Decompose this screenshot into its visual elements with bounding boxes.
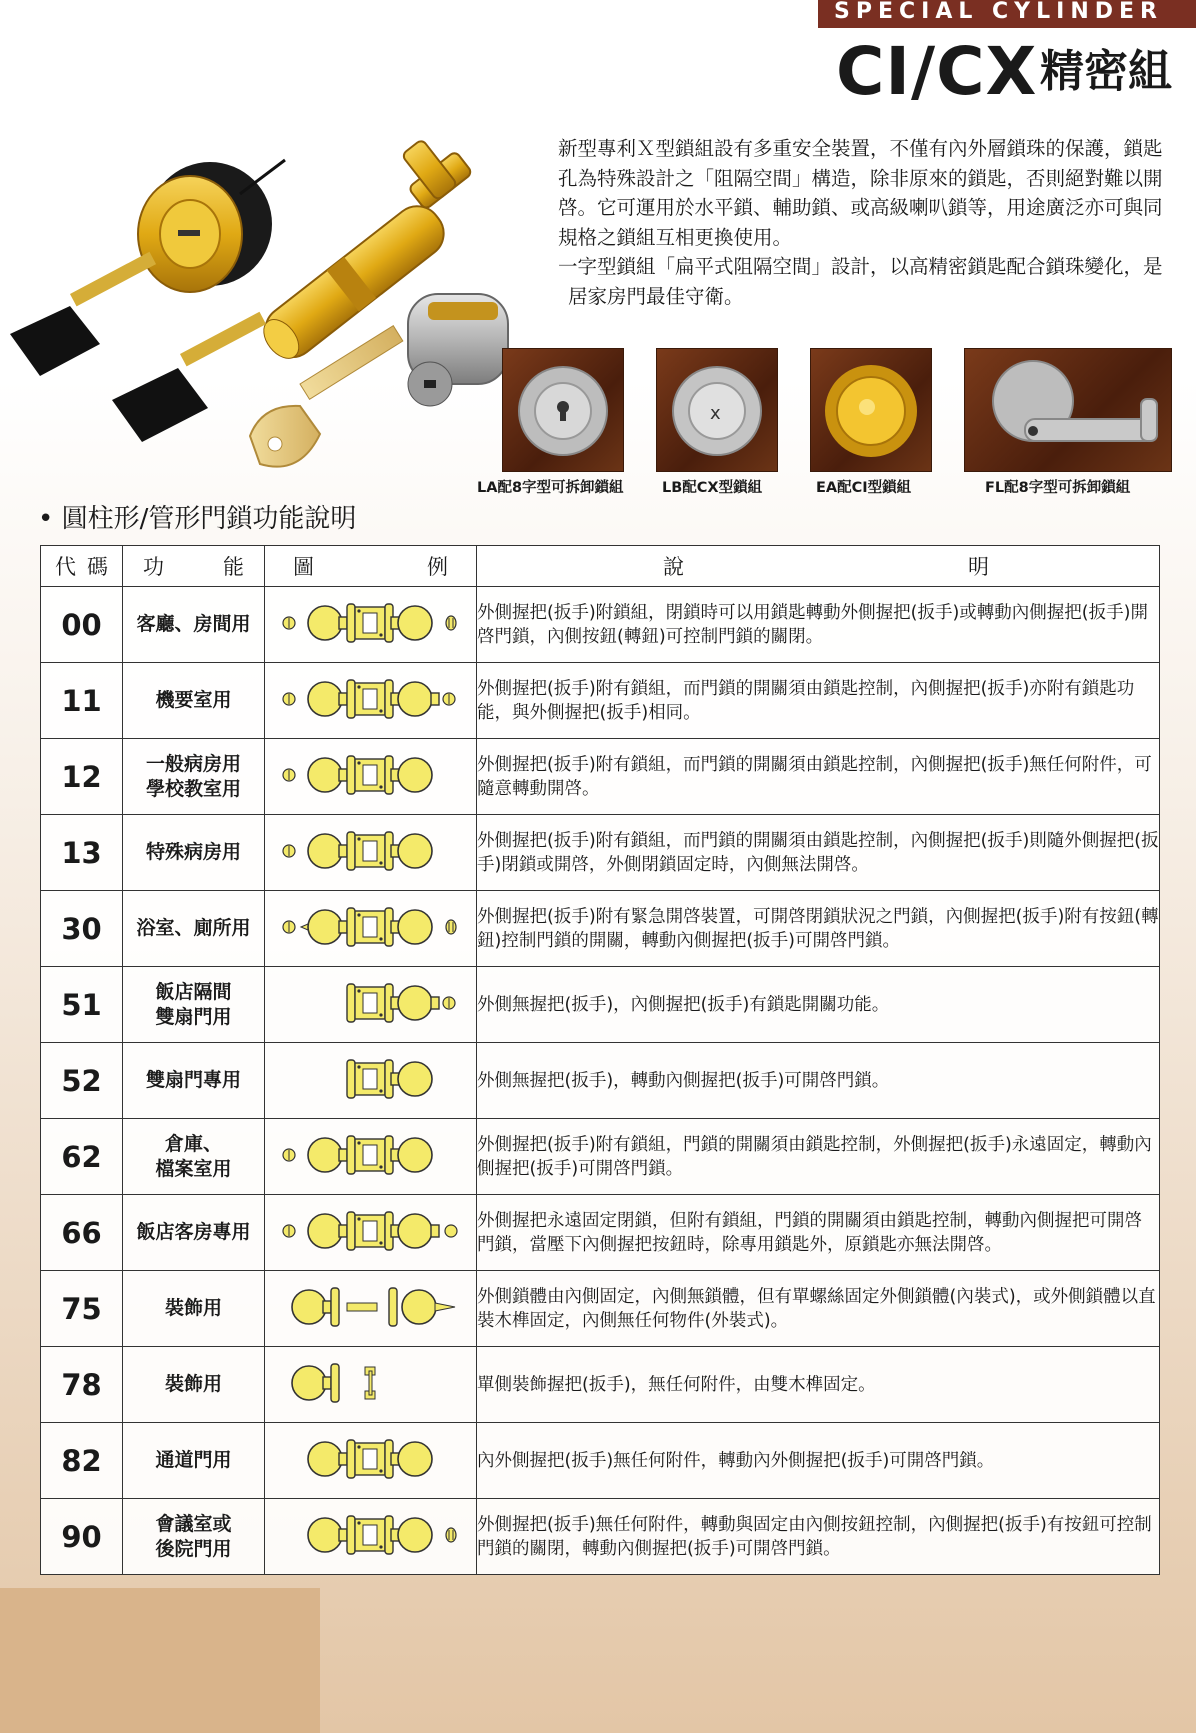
lock-diagram [265, 1119, 477, 1195]
column-header-diagram: 圖 例 [265, 546, 477, 587]
page-corner-strip [0, 1588, 320, 1733]
function-name [123, 1347, 265, 1423]
column-header-description: 說 明 [477, 546, 1160, 587]
page-subtitle: 精密組 [1040, 46, 1172, 97]
function-description: 外側無握把(扳手)，轉動內側握把(扳手)可開啓門鎖。 [477, 1043, 1160, 1119]
black-key-icon [112, 312, 266, 442]
function-name-line: 機要室用 [155, 689, 232, 711]
function-name [123, 1195, 265, 1271]
function-description: 內外側握把(扳手)無任何附件，轉動內外側握把(扳手)可開啓門鎖。 [477, 1423, 1160, 1499]
function-name [123, 891, 265, 967]
lock-diagram [265, 815, 477, 891]
function-name-line: 倉庫、 [164, 1132, 222, 1155]
table-row [41, 1423, 1160, 1499]
function-name-line: 檔案室用 [155, 1157, 232, 1180]
function-description: 外側握把(扳手)附有鎖組，而門鎖的開關須由鎖匙控制，內側握把(扳手)則隨外側握把(扳手)閉鎖或開啓，外側閉鎖固定時，內側無法開啓。 [477, 815, 1160, 891]
black-key-icon [10, 252, 156, 376]
function-code: 66 [41, 1195, 123, 1271]
lock-diagram-icon [273, 1125, 469, 1185]
lock-diagram-icon [273, 821, 469, 881]
function-name [123, 1499, 265, 1575]
function-description: 外側無握把(扳手)，內側握把(扳手)有鎖匙開關功能。 [477, 967, 1160, 1043]
table-row [41, 1499, 1160, 1575]
lock-diagram-icon [273, 669, 469, 729]
cylinder-keys-illustration [0, 84, 520, 504]
function-code: 78 [41, 1347, 123, 1423]
function-name-line: 會議室或 [155, 1512, 232, 1535]
function-code: 62 [41, 1119, 123, 1195]
intro-paragraph: 新型專利Ｘ型鎖組設有多重安全裝置，不僅有內外層鎖珠的保護，鎖匙孔為特殊設計之「阻隔空間」構造，除非原來的鎖匙，否則絕對難以開啓。它可運用於水平鎖、輔助鎖、或高級喇叭鎖等，用途廣泛亦可與同規格之鎖組互相更換使用。 [558, 137, 1163, 249]
function-code: 51 [41, 967, 123, 1043]
function-name-line: 特殊病房用 [145, 841, 241, 863]
function-name-line: 飯店客房專用 [136, 1221, 251, 1243]
deadbolt-icon [503, 349, 623, 471]
function-code: 13 [41, 815, 123, 891]
function-name-line: 客廳、房間用 [136, 613, 251, 635]
function-description: 單側裝飾握把(扳手)，無任何附件，由雙木榫固定。 [477, 1347, 1160, 1423]
lock-diagram [265, 1347, 477, 1423]
lock-diagram-icon [273, 1277, 469, 1337]
lock-diagram [265, 1423, 477, 1499]
lever-icon [965, 349, 1171, 471]
function-description: 外側握把(扳手)附有鎖組，門鎖的開關須由鎖匙控制，外側握把(扳手)永遠固定，轉動內側握把(扳手)可開啓門鎖。 [477, 1119, 1160, 1195]
table-row [41, 587, 1160, 663]
lock-diagram [265, 739, 477, 815]
table-row [41, 1119, 1160, 1195]
table-row [41, 739, 1160, 815]
intro-paragraph: 一字型鎖組「扁平式阻隔空間」設計，以高精密鎖匙配合鎖珠變化，是居家房門最佳守衛。 [558, 255, 1163, 308]
lock-diagram-icon [273, 973, 469, 1033]
thumbnail-caption: FL配8字型可拆卸鎖組 [985, 480, 1131, 496]
lock-function-table [40, 545, 1160, 1575]
table-header-row [41, 546, 1160, 587]
function-name-line: 學校教室用 [145, 777, 241, 800]
function-name [123, 1119, 265, 1195]
function-name-line: 浴室、廁所用 [136, 917, 251, 939]
page-title: CI/CX [836, 33, 1038, 110]
lock-diagram-icon [273, 1049, 469, 1109]
section-title: • 圓柱形/管形門鎖功能說明 [38, 504, 357, 534]
function-name [123, 1423, 265, 1499]
function-description: 外側握把(扳手)無任何附件，轉動與固定由內側按鈕控制，內側握把(扳手)有按鈕可控制門鎖的關閉，轉動內側握把(扳手)可開啓門鎖。 [477, 1499, 1160, 1575]
lock-diagram [265, 1499, 477, 1575]
table-row [41, 815, 1160, 891]
function-name-line: 雙扇門專用 [145, 1069, 241, 1091]
function-name [123, 815, 265, 891]
lock-diagram-icon [273, 1429, 469, 1489]
deadbolt-icon [657, 349, 777, 471]
lock-diagram [265, 663, 477, 739]
function-name-line: 飯店隔間 [155, 980, 232, 1003]
function-code: 75 [41, 1271, 123, 1347]
function-name-line: 雙扇門用 [155, 1005, 232, 1028]
function-name [123, 587, 265, 663]
header-band: SPECIAL CYLINDER [818, 0, 1196, 28]
function-name [123, 967, 265, 1043]
thumbnail-ea [810, 348, 932, 472]
lock-diagram-icon [273, 1353, 469, 1413]
function-name-line: 一般病房用 [145, 752, 241, 775]
function-description: 外側握把(扳手)附有鎖組，而門鎖的開關須由鎖匙控制，內側握把(扳手)無任何附件，可隨意轉動開啓。 [477, 739, 1160, 815]
function-code: 90 [41, 1499, 123, 1575]
function-name-line: 裝飾用 [164, 1373, 222, 1395]
function-description: 外側握把(扳手)附有緊急開啓裝置，可開啓閉鎖狀況之門鎖，內側握把(扳手)附有按鈕(轉鈕)控制門鎖的開關，轉動內側握把(扳手)可開啓門鎖。 [477, 891, 1160, 967]
function-code: 00 [41, 587, 123, 663]
function-description: 外側鎖體由內側固定，內側無鎖體，但有單螺絲固定外側鎖體(內裝式)，或外側鎖體以直裝木榫固定，內側無任何物件(外裝式)。 [477, 1271, 1160, 1347]
svg-text:x: x [710, 403, 721, 424]
function-name-line: 裝飾用 [164, 1297, 222, 1319]
function-name [123, 1271, 265, 1347]
lock-diagram [265, 1043, 477, 1119]
function-name [123, 663, 265, 739]
thumbnail-caption: LB配CX型鎖組 [662, 480, 763, 496]
function-name [123, 1043, 265, 1119]
lock-diagram [265, 891, 477, 967]
lock-diagram [265, 967, 477, 1043]
knob-icon [811, 349, 931, 471]
interchangeable-core-icon [408, 294, 508, 406]
table-row [41, 1195, 1160, 1271]
lock-diagram-icon [273, 745, 469, 805]
function-code: 82 [41, 1423, 123, 1499]
lock-diagram [265, 587, 477, 663]
function-name-line: 通道門用 [155, 1449, 232, 1471]
thumbnail-fl [964, 348, 1172, 472]
table-row [41, 891, 1160, 967]
lock-diagram-icon [273, 1505, 469, 1565]
function-code: 52 [41, 1043, 123, 1119]
thumbnail-caption: EA配CI型鎖組 [816, 480, 912, 496]
function-code: 12 [41, 739, 123, 815]
function-description: 外側握把(扳手)附鎖組，閉鎖時可以用鎖匙轉動外側握把(扳手)或轉動內側握把(扳手)開啓門鎖，內側按鈕(轉鈕)可控制門鎖的關閉。 [477, 587, 1160, 663]
table-row [41, 1347, 1160, 1423]
function-description: 外側握把(扳手)附有鎖組，而門鎖的開關須由鎖匙控制，內側握把(扳手)亦附有鎖匙功能，與外側握把(扳手)相同。 [477, 663, 1160, 739]
lock-diagram [265, 1195, 477, 1271]
lock-diagram-icon [273, 593, 469, 653]
lock-diagram [265, 1271, 477, 1347]
lock-diagram-icon [273, 1201, 469, 1261]
intro-description [558, 134, 1176, 311]
thumbnail-caption: LA配8字型可拆卸鎖組 [477, 480, 624, 496]
thumbnail-lb [656, 348, 778, 472]
lock-diagram-icon [273, 897, 469, 957]
function-description: 外側握把永遠固定閉鎖，但附有鎖組，門鎖的開關須由鎖匙控制，轉動內側握把可開啓門鎖，當壓下內側握把按鈕時，除專用鎖匙外，原鎖匙亦無法開啓。 [477, 1195, 1160, 1271]
thumbnail-la [502, 348, 624, 472]
rim-cylinder-icon [138, 160, 285, 292]
function-name [123, 739, 265, 815]
function-name-line: 後院門用 [155, 1537, 232, 1560]
column-header-code: 代 碼 [41, 546, 123, 587]
table-row [41, 1043, 1160, 1119]
table-row [41, 663, 1160, 739]
function-code: 30 [41, 891, 123, 967]
table-row [41, 967, 1160, 1043]
column-header-function: 功 能 [123, 546, 265, 587]
table-row [41, 1271, 1160, 1347]
function-code: 11 [41, 663, 123, 739]
